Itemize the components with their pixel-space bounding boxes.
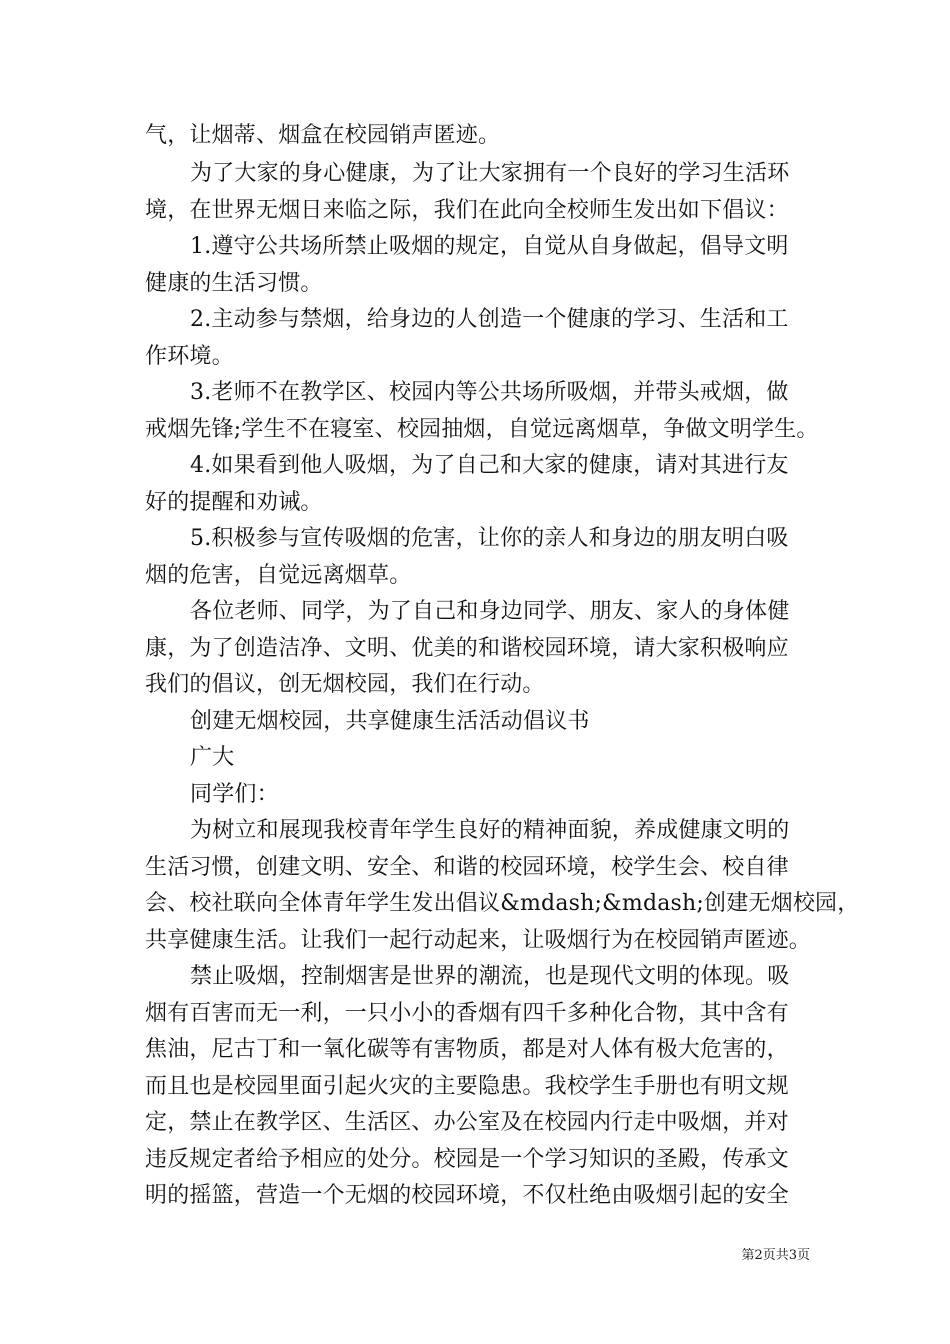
text-line: 广大 <box>190 745 235 770</box>
text-line: 气，让烟蒂、烟盒在校园销声匿迹。 <box>145 123 501 148</box>
text-line: 2.主动参与禁烟，给身边的人创造一个健康的学习、生活和工 <box>190 307 789 332</box>
text-line: 禁止吸烟，控制烟害是世界的潮流，也是现代文明的体现。吸 <box>190 964 790 989</box>
text-line: 我们的倡议，创无烟校园，我们在行动。 <box>145 672 545 697</box>
text-line: 违反规定者给予相应的处分。校园是一个学习知识的圣殿，传承文 <box>145 1147 789 1172</box>
text-line: 好的提醒和劝诫。 <box>145 490 323 515</box>
text-line: 同学们： <box>190 782 279 807</box>
text-line: 康，为了创造洁净、文明、优美的和谐校园环境，请大家积极响应 <box>145 636 789 661</box>
text-line: 明的摇篮，营造一个无烟的校园环境，不仅杜绝由吸烟引起的安全 <box>145 1183 789 1208</box>
text-line: 会、校社联向全体青年学生发出倡议&mdash;&mdash;创建无烟校园， <box>145 891 860 916</box>
text-line: 而且也是校园里面引起火灾的主要隐患。我校学生手册也有明文规 <box>145 1074 789 1099</box>
text-line: 境，在世界无烟日来临之际，我们在此向全校师生发出如下倡议： <box>145 198 789 223</box>
text-line: 3.老师不在教学区、校园内等公共场所吸烟，并带头戒烟，做 <box>190 380 789 405</box>
text-line: 共享健康生活。让我们一起行动起来，让吸烟行为在校园销声匿迹。 <box>145 928 812 953</box>
text-line: 5.积极参与宣传吸烟的危害，让你的亲人和身边的朋友明白吸 <box>190 526 789 551</box>
text-line: 作环境。 <box>145 344 234 369</box>
text-line: 烟的危害，自觉远离烟草。 <box>145 563 412 588</box>
text-line: 戒烟先锋;学生不在寝室、校园抽烟，自觉远离烟草，争做文明学生。 <box>145 417 819 442</box>
text-line: 创建无烟校园，共享健康生活活动倡议书 <box>190 709 590 734</box>
text-line: 为了大家的身心健康，为了让大家拥有一个良好的学习生活环 <box>190 161 790 186</box>
text-line: 4.如果看到他人吸烟，为了自己和大家的健康，请对其进行友 <box>190 453 789 478</box>
text-line: 定，禁止在教学区、生活区、办公室及在校园内行走中吸烟，并对 <box>145 1110 789 1135</box>
text-line: 各位老师、同学，为了自己和身边同学、朋友、家人的身体健 <box>190 599 790 624</box>
text-line: 为树立和展现我校青年学生良好的精神面貌，养成健康文明的 <box>190 818 790 843</box>
text-line: 烟有百害而无一利，一只小小的香烟有四千多种化合物，其中含有 <box>145 1001 789 1026</box>
page-number: 第2页共3页 <box>741 1248 810 1263</box>
text-line: 1.遵守公共场所禁止吸烟的规定，自觉从自身做起，倡导文明 <box>190 234 789 259</box>
text-line: 生活习惯，创建文明、安全、和谐的校园环境，校学生会、校自律 <box>145 855 789 880</box>
text-line: 焦油，尼古丁和一氧化碳等有害物质，都是对人体有极大危害的， <box>145 1037 789 1062</box>
text-line: 健康的生活习惯。 <box>145 271 323 296</box>
